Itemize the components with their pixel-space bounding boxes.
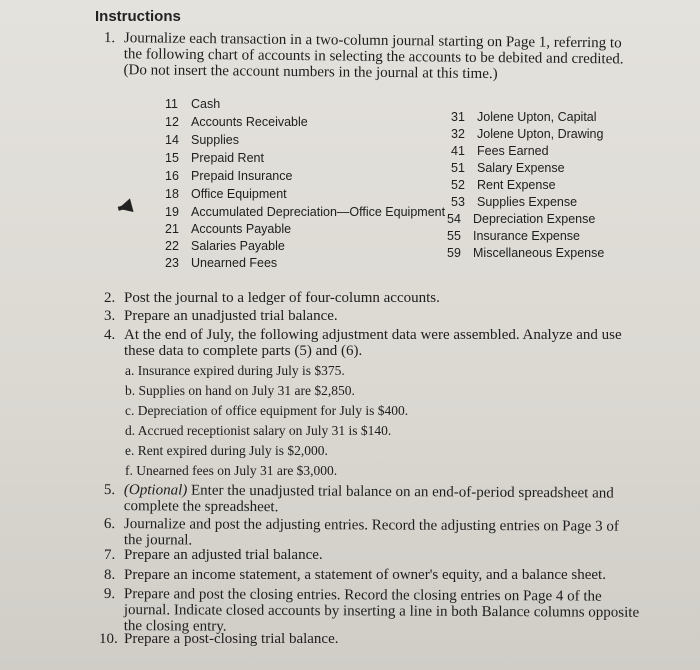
account-32: 32 Jolene Upton, Drawing xyxy=(451,127,604,141)
step-1-line-1: Journalize each transaction in a two-column journal starting on Page 1, referring to xyxy=(123,30,622,52)
account-14: 14 Supplies xyxy=(165,133,239,147)
account-11: 11 Cash xyxy=(165,97,221,111)
account-16: 16 Prepaid Insurance xyxy=(165,169,293,183)
account-12: 12 Accounts Receivable xyxy=(165,115,308,129)
adjustment-e: e. Rent expired during July is $2,000. xyxy=(125,443,328,458)
instructions-title: Instructions xyxy=(95,8,181,25)
account-53: 53 Supplies Expense xyxy=(451,195,578,209)
account-52: 52 Rent Expense xyxy=(451,178,556,192)
cursor-arrow-icon xyxy=(116,198,133,215)
account-18: 18 Office Equipment xyxy=(165,187,287,201)
step-number: 1. xyxy=(103,30,116,47)
adjustment-f: f. Unearned fees on July 31 are $3,000. xyxy=(125,463,338,478)
adjustment-b: b. Supplies on hand on July 31 are $2,850. xyxy=(125,383,355,398)
account-55: 55 Insurance Expense xyxy=(447,229,581,243)
account-23: 23 Unearned Fees xyxy=(165,256,278,270)
account-59: 59 Miscellaneous Expense xyxy=(447,246,605,260)
adjustment-c: c. Depreciation of office equipment for July is $400. xyxy=(125,403,409,418)
step-1-line-3: (Do not insert the account numbers in the journal at this time.) xyxy=(123,62,498,83)
account-54: 54 Depreciation Expense xyxy=(447,212,596,226)
account-22: 22 Salaries Payable xyxy=(165,239,285,253)
step-1-line-2: the following chart of accounts in selecting the accounts to be debited and credited. xyxy=(123,46,624,68)
account-15: 15 Prepaid Rent xyxy=(165,151,264,165)
adjustment-d: d. Accrued receptionist salary on July 31 is $140. xyxy=(125,423,392,438)
account-51: 51 Salary Expense xyxy=(451,161,565,175)
account-19: 19 Accumulated Depreciation—Office Equipment xyxy=(165,205,446,219)
instructions-page: Instructions 1. Journalize each transaction in a two-column journal starting on Page 1, referring to the following chart of accounts in selecting the accounts to be debited and credited. (Do not insert the account numbers in the journal at this time.) 11 Cash 12 Accounts Receivable 14 Supplies 15 Prepaid Rent 16 Prepaid Insurance 18 Office Equipment 19 Accumulated Depreciation—Office Equipment 21 Accounts Payable 22 Salaries Payable 23 Unearned Fees 31 Jolene Upton, Capital 32 Jolene Upton, Drawing 41 Fees Earned 51 Salary Expense 52 Rent Expense 53 Supplies Expense 54 Depreciation Expense 55 Insurance Expense 59 Miscellaneous Expense 2. Post the journal to a ledger of four-column accounts. 3. Prepare an unadjusted trial balance. 4. At the end of July, the following adjustment data were assembled. Analyze and use these data to complete parts (5) and (6). a. Insurance expired during July is $375. b. Supplies on hand on July 31 are $2,850. c. Depreciation of office equipment for July is $400. d. Accrued receptionist salary on July 31 is $140. e. Rent expired during July is $2,000. f. Unearned fees on July 31 are $3,000. 5. (Optional) Enter the unadjusted trial balance on an end-of-period spreadsheet and complete the spreadsheet. 6. Journalize and post the adjusting entries. Record the adjusting entries on Page 3 of the journal. 7. Prepare an adjusted trial balance. 8. Prepare an income statement, a statement of owner's equity, and a balance sheet. 9. Prepare and post the closing entries. Record the closing entries on Page 4 of the journal. Indicate closed accounts by inserting a line in both Balance columns opposite the closing entry. 10. Prepare a post-closing trial balance. xyxy=(0,0,700,670)
account-41: 41 Fees Earned xyxy=(451,144,549,158)
account-21: 21 Accounts Payable xyxy=(165,222,292,236)
account-31: 31 Jolene Upton, Capital xyxy=(451,110,597,124)
adjustment-a: a. Insurance expired during July is $375. xyxy=(125,363,345,378)
